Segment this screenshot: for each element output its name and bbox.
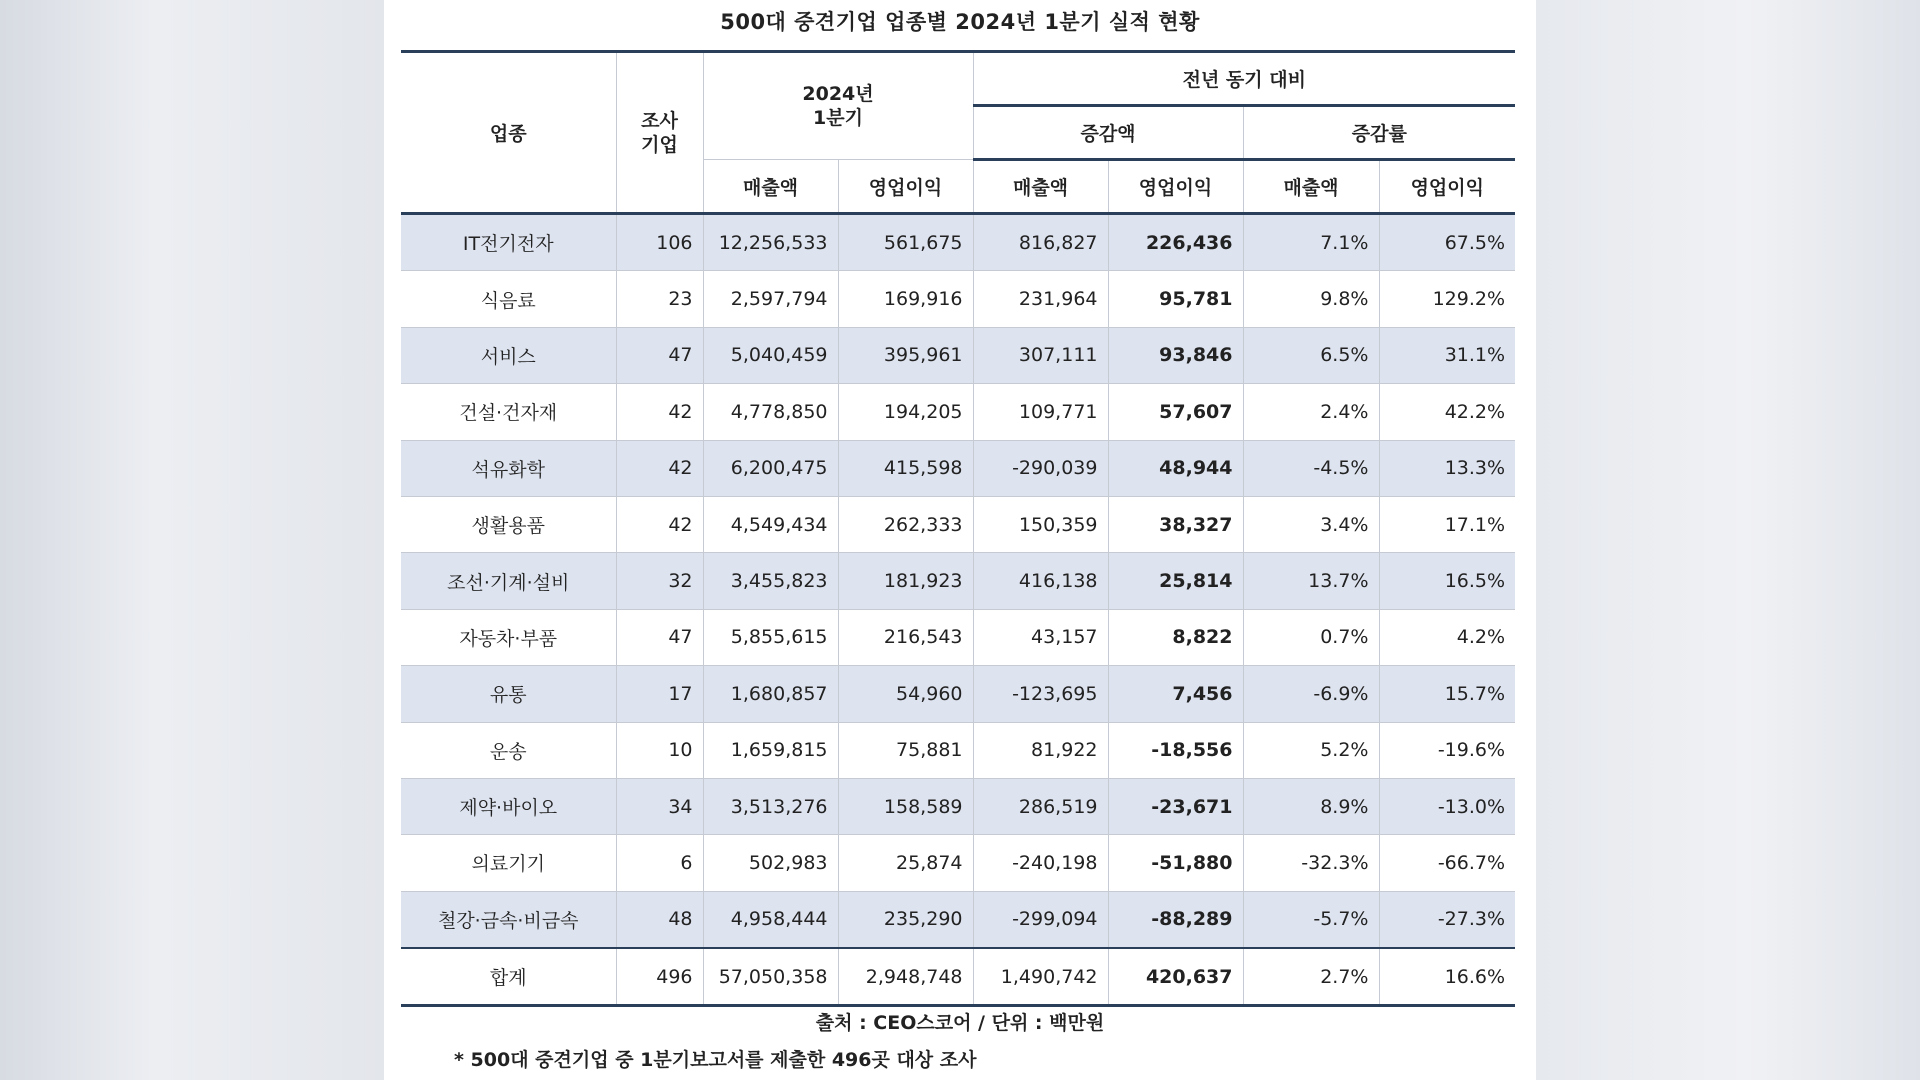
rate-sales-cell: 0.7% [1243, 609, 1379, 665]
change-op-profit-cell: -23,671 [1108, 778, 1243, 834]
sector-cell: 조선·기계·설비 [401, 553, 616, 609]
background-left [0, 0, 384, 1080]
rate-sales-cell: 7.1% [1243, 214, 1379, 271]
sales-cell: 1,659,815 [703, 722, 838, 778]
sector-cell: 석유화학 [401, 440, 616, 496]
sales-cell: 4,549,434 [703, 496, 838, 552]
change-op-profit-cell: 95,781 [1108, 271, 1243, 327]
header-rate-op-profit: 영업이익 [1379, 160, 1515, 214]
sales-cell: 1,680,857 [703, 666, 838, 722]
rate-op-profit-cell: 17.1% [1379, 496, 1515, 552]
rate-sales-cell: 6.5% [1243, 327, 1379, 383]
change-sales-cell: 150,359 [973, 496, 1108, 552]
sales-cell: 5,040,459 [703, 327, 838, 383]
companies-cell: 10 [616, 722, 703, 778]
op-profit-cell: 194,205 [838, 384, 973, 440]
header-change-sales: 매출액 [973, 160, 1108, 214]
rate-op-profit-cell: 42.2% [1379, 384, 1515, 440]
change-sales-cell: 816,827 [973, 214, 1108, 271]
change-sales-cell: -123,695 [973, 666, 1108, 722]
header-change-rate: 증감률 [1243, 106, 1515, 160]
op-profit-cell: 75,881 [838, 722, 973, 778]
header-sales: 매출액 [703, 160, 838, 214]
table-row [401, 384, 1515, 440]
change-op-profit-cell: -51,880 [1108, 835, 1243, 891]
op-profit-cell: 561,675 [838, 214, 973, 271]
change-op-profit-cell: 38,327 [1108, 496, 1243, 552]
companies-cell: 48 [616, 891, 703, 948]
header-change-amount: 증감액 [973, 106, 1243, 160]
change-op-profit-cell: 93,846 [1108, 327, 1243, 383]
table-body [401, 214, 1515, 1006]
rate-sales-cell: -5.7% [1243, 891, 1379, 948]
change-sales-cell: -240,198 [973, 835, 1108, 891]
rate-op-profit-cell: 31.1% [1379, 327, 1515, 383]
change-sales-cell: 1,490,742 [973, 948, 1108, 1006]
table-row [401, 778, 1515, 834]
rate-op-profit-cell: 16.6% [1379, 948, 1515, 1006]
rate-sales-cell: 2.4% [1243, 384, 1379, 440]
op-profit-cell: 25,874 [838, 835, 973, 891]
companies-cell: 106 [616, 214, 703, 271]
change-op-profit-cell: 226,436 [1108, 214, 1243, 271]
change-sales-cell: -290,039 [973, 440, 1108, 496]
sales-cell: 57,050,358 [703, 948, 838, 1006]
change-op-profit-cell: 420,637 [1108, 948, 1243, 1006]
sector-cell: 자동차·부품 [401, 609, 616, 665]
change-op-profit-cell: 57,607 [1108, 384, 1243, 440]
rate-sales-cell: 8.9% [1243, 778, 1379, 834]
table-row [401, 440, 1515, 496]
op-profit-cell: 169,916 [838, 271, 973, 327]
table-row [401, 835, 1515, 891]
table-row [401, 609, 1515, 665]
header-q1-2024: 2024년 1분기 [703, 52, 973, 160]
companies-cell: 47 [616, 327, 703, 383]
rate-op-profit-cell: -19.6% [1379, 722, 1515, 778]
change-sales-cell: 43,157 [973, 609, 1108, 665]
sales-cell: 5,855,615 [703, 609, 838, 665]
change-sales-cell: 231,964 [973, 271, 1108, 327]
table-row [401, 496, 1515, 552]
change-op-profit-cell: 25,814 [1108, 553, 1243, 609]
companies-cell: 42 [616, 496, 703, 552]
op-profit-cell: 235,290 [838, 891, 973, 948]
change-sales-cell: 416,138 [973, 553, 1108, 609]
op-profit-cell: 415,598 [838, 440, 973, 496]
rate-sales-cell: 2.7% [1243, 948, 1379, 1006]
header-change-op-profit: 영업이익 [1108, 160, 1243, 214]
table-row [401, 666, 1515, 722]
change-op-profit-cell: -18,556 [1108, 722, 1243, 778]
op-profit-cell: 158,589 [838, 778, 973, 834]
sector-cell: 식음료 [401, 271, 616, 327]
sales-cell: 3,455,823 [703, 553, 838, 609]
table-row [401, 214, 1515, 271]
op-profit-cell: 262,333 [838, 496, 973, 552]
companies-cell: 42 [616, 440, 703, 496]
table-row [401, 553, 1515, 609]
sales-cell: 4,958,444 [703, 891, 838, 948]
sales-cell: 3,513,276 [703, 778, 838, 834]
companies-cell: 496 [616, 948, 703, 1006]
rate-sales-cell: -4.5% [1243, 440, 1379, 496]
sales-cell: 2,597,794 [703, 271, 838, 327]
sector-cell: IT전기전자 [401, 214, 616, 271]
op-profit-cell: 54,960 [838, 666, 973, 722]
rate-op-profit-cell: -27.3% [1379, 891, 1515, 948]
table-row [401, 891, 1515, 948]
rate-op-profit-cell: 129.2% [1379, 271, 1515, 327]
rate-sales-cell: 5.2% [1243, 722, 1379, 778]
document-page [384, 0, 1536, 1080]
sales-cell: 12,256,533 [703, 214, 838, 271]
sector-cell: 유통 [401, 666, 616, 722]
change-op-profit-cell: 8,822 [1108, 609, 1243, 665]
header-sector: 업종 [401, 52, 616, 214]
rate-op-profit-cell: -66.7% [1379, 835, 1515, 891]
companies-cell: 34 [616, 778, 703, 834]
header-yoy: 전년 동기 대비 [973, 52, 1515, 106]
op-profit-cell: 181,923 [838, 553, 973, 609]
table-row [401, 722, 1515, 778]
sales-cell: 502,983 [703, 835, 838, 891]
table-row [401, 271, 1515, 327]
rate-op-profit-cell: 4.2% [1379, 609, 1515, 665]
change-sales-cell: 307,111 [973, 327, 1108, 383]
op-profit-cell: 395,961 [838, 327, 973, 383]
table-row [401, 948, 1515, 1006]
table-row [401, 327, 1515, 383]
rate-sales-cell: 13.7% [1243, 553, 1379, 609]
sector-cell: 제약·바이오 [401, 778, 616, 834]
source-line: 출처 : CEO스코어 / 단위 : 백만원 [815, 1012, 1105, 1034]
companies-cell: 47 [616, 609, 703, 665]
rate-op-profit-cell: 67.5% [1379, 214, 1515, 271]
rate-sales-cell: -32.3% [1243, 835, 1379, 891]
companies-cell: 32 [616, 553, 703, 609]
change-op-profit-cell: 7,456 [1108, 666, 1243, 722]
rate-sales-cell: -6.9% [1243, 666, 1379, 722]
footnote: * 500대 중견기업 중 1분기보고서를 제출한 496곳 대상 조사 [454, 1049, 977, 1071]
change-op-profit-cell: -88,289 [1108, 891, 1243, 948]
rate-op-profit-cell: 15.7% [1379, 666, 1515, 722]
header-companies: 조사 기업 [616, 52, 703, 214]
sector-cell: 운송 [401, 722, 616, 778]
op-profit-cell: 2,948,748 [838, 948, 973, 1006]
rate-op-profit-cell: 13.3% [1379, 440, 1515, 496]
background-right [1536, 0, 1920, 1080]
change-sales-cell: -299,094 [973, 891, 1108, 948]
table-title: 500대 중견기업 업종별 2024년 1분기 실적 현황 [720, 10, 1200, 34]
sector-cell: 철강·금속·비금속 [401, 891, 616, 948]
sector-cell: 건설·건자재 [401, 384, 616, 440]
change-sales-cell: 286,519 [973, 778, 1108, 834]
companies-cell: 42 [616, 384, 703, 440]
change-sales-cell: 109,771 [973, 384, 1108, 440]
header-rate-sales: 매출액 [1243, 160, 1379, 214]
rate-sales-cell: 9.8% [1243, 271, 1379, 327]
companies-cell: 23 [616, 271, 703, 327]
header-op-profit: 영업이익 [838, 160, 973, 214]
op-profit-cell: 216,543 [838, 609, 973, 665]
companies-cell: 6 [616, 835, 703, 891]
sector-cell: 의료기기 [401, 835, 616, 891]
sales-cell: 4,778,850 [703, 384, 838, 440]
sector-cell: 합계 [401, 948, 616, 1006]
rate-op-profit-cell: -13.0% [1379, 778, 1515, 834]
sales-cell: 6,200,475 [703, 440, 838, 496]
sector-cell: 서비스 [401, 327, 616, 383]
rate-sales-cell: 3.4% [1243, 496, 1379, 552]
rate-op-profit-cell: 16.5% [1379, 553, 1515, 609]
sector-cell: 생활용품 [401, 496, 616, 552]
change-sales-cell: 81,922 [973, 722, 1108, 778]
results-table [401, 50, 1515, 1007]
companies-cell: 17 [616, 666, 703, 722]
change-op-profit-cell: 48,944 [1108, 440, 1243, 496]
